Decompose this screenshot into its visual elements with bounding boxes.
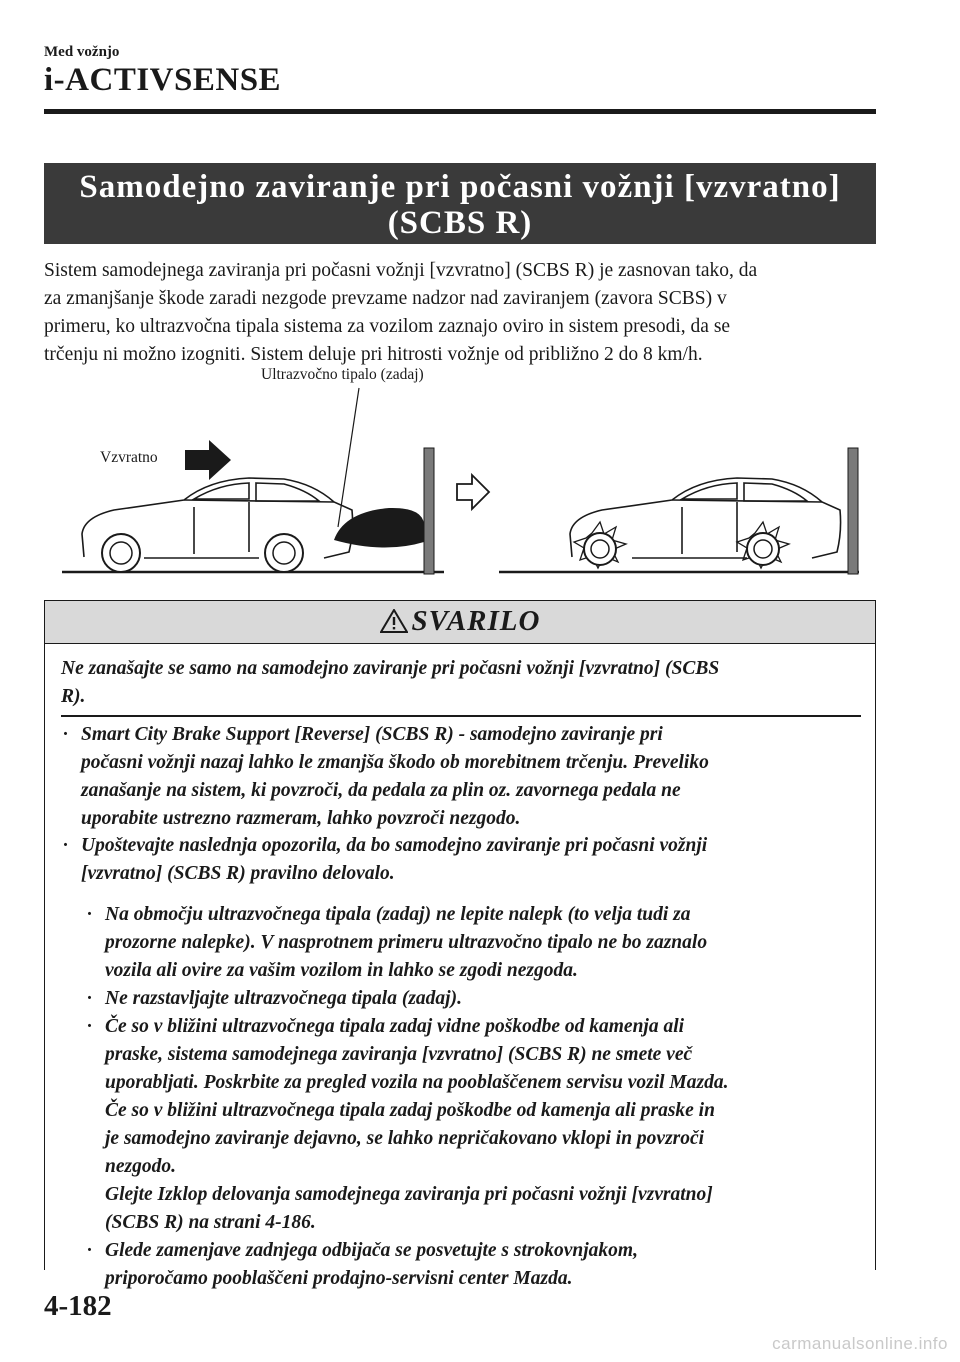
sub-bullet-line: praske, sistema samodejnega zaviranja [vzvratno] (SCBS R) ne smete več <box>105 1044 693 1065</box>
wall-left <box>424 448 434 574</box>
bullet-marker: · <box>87 988 92 1009</box>
car-right-rear-wheel <box>747 533 779 565</box>
bullet-marker: · <box>87 1240 92 1261</box>
warning-box <box>44 600 876 1289</box>
section-title-line-2: (SCBS R) <box>387 205 533 241</box>
intro-paragraph <box>44 257 876 369</box>
warning-title-text: SVARILO <box>411 605 541 637</box>
intro-line: primeru, ko ultrazvočna tipala sistema za vozilom zaznajo oviro in sistem presodi, da se <box>44 316 731 337</box>
sub-bullet-line: Ne razstavljajte ultrazvočnega tipala (zadaj). <box>105 988 462 1009</box>
intro-line: Sistem samodejnega zaviranja pri počasni vožnji [vzvratno] (SCBS R) je zasnovan tako, da <box>44 260 758 281</box>
sub-bullet-line: vozila ali ovire za vašim vozilom in lahko se zgodi nezgoda. <box>105 960 578 981</box>
warning-title <box>45 605 875 638</box>
bullet-line: [vzvratno] (SCBS R) pravilno delovalo. <box>81 863 395 884</box>
section-title-line-1: Samodejno zaviranje pri počasni vožnji [vzvratno] <box>79 169 841 205</box>
sub-bullet-line: Na območju ultrazvočnega tipala (zadaj) ne lepite nalepk (to velja tudi za <box>105 904 691 925</box>
sub-bullet-line: prozorne nalepke). V nasprotnem primeru ultrazvočno tipalo ne bo zaznalo <box>105 932 708 953</box>
warning-lead-line: Ne zanašajte se samo na samodejno zaviranje pri počasni vožnji [vzvratno] (SCBS <box>61 658 720 679</box>
bullet-line: uporabite ustrezno razmeram, lahko povzroči nezgodo. <box>81 808 521 829</box>
car-diagram <box>44 362 876 584</box>
sub-bullet-line: priporočamo pooblaščeni prodajno-servisni center Mazda. <box>105 1268 573 1289</box>
sub-bullet-line: je samodejno zaviranje dejavno, se lahko nepričakovano vklopi in povzroči <box>105 1128 705 1149</box>
section-label: Med vožnjo <box>44 44 120 60</box>
bullet-line: počasni vožnji nazaj lahko le zmanjša škodo ob morebitnem trčenju. Preveliko <box>81 752 709 773</box>
bullet-line: Smart City Brake Support [Reverse] (SCBS R) - samodejno zaviranje pri <box>81 724 663 745</box>
sub-bullet-line: uporabljati. Poskrbite za pregled vozila na pooblaščenem servisu vozil Mazda. <box>105 1072 729 1093</box>
bullet-line: zanašanje na sistem, ki povzroči, da pedala za plin oz. zavornega pedala ne <box>81 780 681 801</box>
sub-bullet-line: Glejte Izklop delovanja samodejnega zaviranja pri počasni vožnji [vzvratno] <box>105 1184 713 1205</box>
watermark: carmanualsonline.info <box>772 1334 948 1353</box>
sub-bullet-line: Če so v bližini ultrazvočnega tipala zadaj poškodbe od kamenja ali praske in <box>105 1100 715 1121</box>
car-left-rear-wheel <box>265 534 303 572</box>
warning-header <box>45 601 875 644</box>
chapter-title: i-ACTIVSENSE <box>44 62 282 98</box>
bullet-marker: · <box>87 1016 92 1037</box>
section-title-banner <box>44 163 876 244</box>
warning-lead <box>61 655 861 711</box>
bullet-marker: · <box>63 835 68 856</box>
scbs-r-illustration <box>44 362 876 584</box>
intro-line: za zmanjšanje škode zaradi nezgode prevzame nadzor nad zaviranjem (zavora SCBS) v <box>44 288 727 309</box>
bullet-marker: · <box>87 904 92 925</box>
warning-lead-divider <box>61 715 861 717</box>
bullet-marker: · <box>63 724 68 745</box>
sensor-leader-line <box>338 388 359 527</box>
transition-arrow-icon <box>457 475 489 509</box>
direction-label: Vzvratno <box>100 449 158 466</box>
sub-bullet-line: Glede zamenjave zadnjega odbijača se posvetujte s strokovnjakom, <box>105 1240 638 1261</box>
page-number: 4-182 <box>44 1290 112 1322</box>
header-divider <box>44 109 876 114</box>
sub-bullet-line: nezgodo. <box>105 1156 176 1177</box>
sub-bullet-line: Če so v bližini ultrazvočnega tipala zadaj vidne poškodbe od kamenja ali <box>105 1016 685 1037</box>
car-right-front-wheel <box>584 533 616 565</box>
sub-bullet-line: (SCBS R) na strani 4-186. <box>105 1212 316 1233</box>
warning-triangle-icon <box>380 609 408 633</box>
wall-right <box>848 448 858 574</box>
warning-lead-line: R). <box>61 686 86 707</box>
intro-line: trčenju ni možno izogniti. Sistem deluje pri hitrosti vožnje od približno 2 do 8 km/h. <box>44 344 703 365</box>
sensor-beam <box>334 508 424 548</box>
sensor-label: Ultrazvočno tipalo (zadaj) <box>261 366 424 383</box>
car-left-front-wheel <box>102 534 140 572</box>
reverse-arrow-icon <box>185 440 231 480</box>
bullet-line: Upoštevajte naslednja opozorila, da bo samodejno zaviranje pri počasni vožnji <box>81 835 708 856</box>
